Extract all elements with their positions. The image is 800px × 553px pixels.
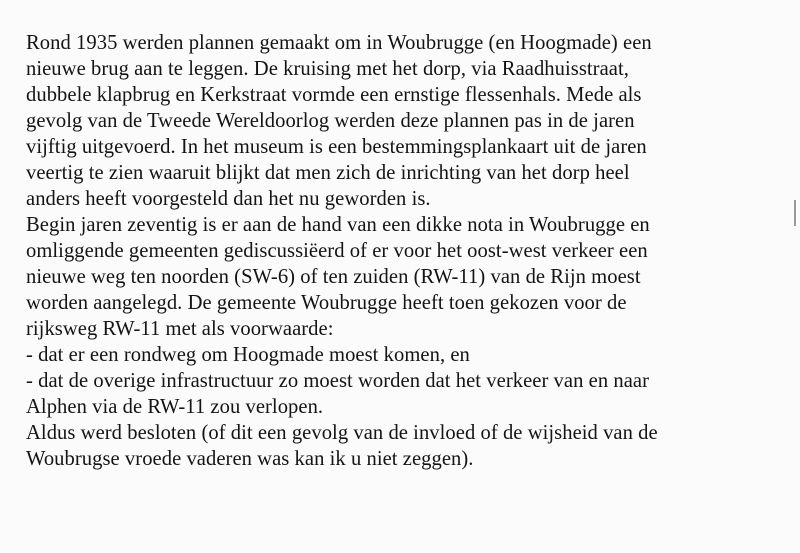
text-line: Woubrugse vroede vaderen was kan ik u niet zeggen). [26, 448, 474, 470]
text-line: anders heeft voorgesteld dan het nu geworden is. [26, 188, 431, 210]
text-line: rijksweg RW-11 met als voorwaarde: [26, 318, 334, 340]
text-line: omliggende gemeenten gediscussiëerd of er voor het oost-west verkeer een [26, 240, 648, 262]
scan-edge-mark [794, 200, 796, 226]
text-line: nieuwe weg ten noorden (SW-6) of ten zuiden (RW-11) van de Rijn moest [26, 266, 641, 288]
text-line: nieuwe brug aan te leggen. De kruising met het dorp, via Raadhuisstraat, [26, 58, 629, 80]
text-line: - dat de overige infrastructuur zo moest worden dat het verkeer van en naar [26, 370, 650, 392]
text-line: Rond 1935 werden plannen gemaakt om in Woubrugge (en Hoogmade) een [26, 32, 652, 54]
text-line: Aldus werd besloten (of dit een gevolg van de invloed of de wijsheid van de [26, 422, 658, 444]
text-line: - dat er een rondweg om Hoogmade moest komen, en [26, 344, 470, 366]
text-line: Alphen via de RW-11 zou verlopen. [26, 396, 324, 418]
text-line: worden aangelegd. De gemeente Woubrugge heeft toen gekozen voor de [26, 292, 627, 314]
text-line: dubbele klapbrug en Kerkstraat vormde een ernstige flessenhals. Mede als [26, 84, 642, 106]
text-line: gevolg van de Tweede Wereldoorlog werden deze plannen pas in de jaren [26, 110, 635, 132]
text-line: veertig te zien waaruit blijkt dat men zich de inrichting van het dorp heel [26, 162, 630, 184]
text-line: Begin jaren zeventig is er aan de hand van een dikke nota in Woubrugge en [26, 214, 650, 236]
body-text [26, 30, 786, 472]
text-line: vijftig uitgevoerd. In het museum is een bestemmingsplankaart uit de jaren [26, 136, 647, 158]
